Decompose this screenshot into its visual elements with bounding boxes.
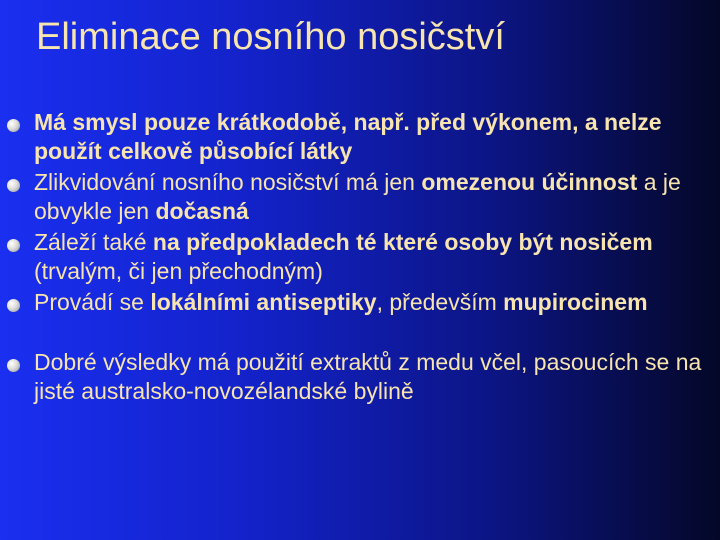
bullet-text: Zlikvidování nosního nosičství má jen bbox=[34, 169, 422, 195]
bullet-text-bold: Má smysl pouze krátkodobě, např. před výkonem, a nelze použít celkově působící látky bbox=[34, 109, 662, 164]
bullet-text: Záleží také bbox=[34, 229, 153, 255]
bullet-dot-icon bbox=[7, 179, 20, 192]
bullet-item bbox=[0, 168, 720, 226]
bullet-dot-icon bbox=[7, 359, 20, 372]
bullet-item bbox=[0, 228, 720, 286]
bullet-text-bold: omezenou účinnost bbox=[421, 169, 638, 195]
bullet-item bbox=[0, 108, 720, 166]
bullet-text: Provádí se bbox=[34, 289, 151, 315]
bullet-item bbox=[0, 348, 720, 406]
bullet-text: , především bbox=[376, 289, 504, 315]
bullet-text: a je obvykle jen bbox=[34, 169, 681, 224]
bullet-text-bold: dočasná bbox=[155, 198, 249, 224]
bullet-text-bold: na předpokladech té které osoby být nosičem bbox=[152, 229, 653, 255]
bullet-item bbox=[0, 288, 720, 346]
bullet-text-bold: mupirocinem bbox=[503, 289, 648, 315]
bullet-text-bold: lokálními antiseptiky bbox=[150, 289, 377, 315]
bullet-dot-icon bbox=[7, 239, 20, 252]
bullet-text: (trvalým, či jen přechodným) bbox=[34, 258, 323, 284]
slide-title: Eliminace nosního nosičství bbox=[36, 16, 505, 58]
bullet-dot-icon bbox=[7, 119, 20, 132]
bullet-list bbox=[0, 108, 720, 408]
bullet-dot-icon bbox=[7, 299, 20, 312]
bullet-text: Dobré výsledky má použití extraktů z medu včel, pasoucích se na jisté australsko-novozélandské bylině bbox=[34, 349, 702, 404]
